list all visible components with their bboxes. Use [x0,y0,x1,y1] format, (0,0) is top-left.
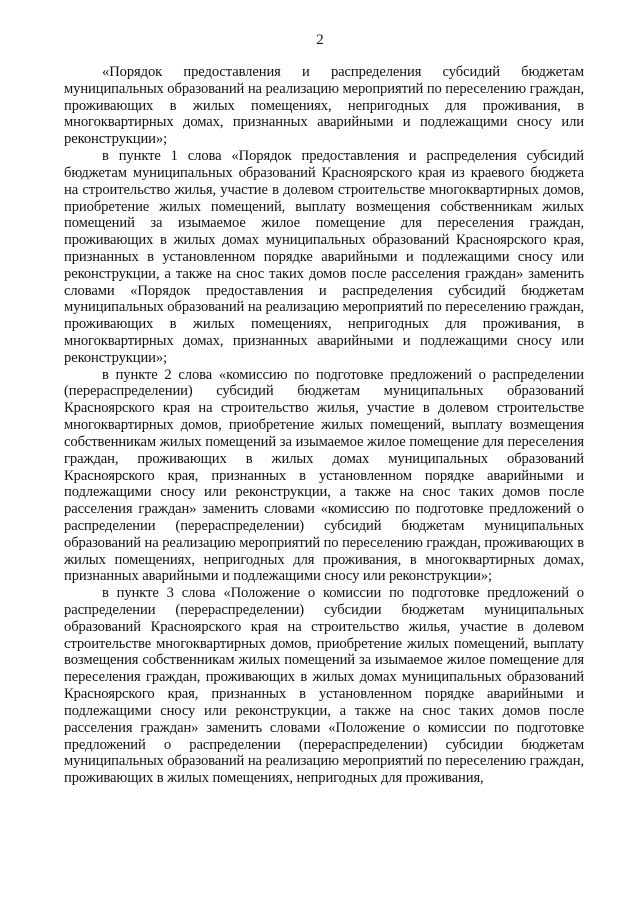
page-number: 2 [316,32,324,48]
paragraph-order-title: «Порядок предоставления и распределения субсидий бюджетам муниципальных образований на реализацию мероприятий по переселению граждан, проживающих в жилых помещениях, непригодных для проживания, в многоквартирных домах, признанных аварийными и подлежащими сносу или реконструкции»; [64,64,584,148]
paragraph-item-2: в пункте 2 слова «комиссию по подготовке предложений о распределении (перераспределении) субсидий бюджетам муниципальных образований Красноярского края на строительство жилья, участие в долевом строительстве многоквартирных домов, приобретение жилых помещений, выплату возмещения собственникам жилых помещений за изымаемое жилое помещение для переселения граждан, проживающих в жилых домах муниципальных образований Красноярского края, признанных в установленном порядке аварийными и подлежащими сносу или реконструкции, а также на снос таких домов после расселения граждан» заменить словами «комиссию по подготовке предложений о распределении (перераспределении) субсидий бюджетам муниципальных образований на реализацию мероприятий по переселению граждан, проживающих в жилых помещениях, непригодных для проживания, в многоквартирных домах, признанных аварийными и подлежащими сносу или реконструкции»; [64,366,584,585]
document-body [64,64,584,787]
paragraph-item-3: в пункте 3 слова «Положение о комиссии по подготовке предложений о распределении (перераспределении) субсидии бюджетам муниципальных образований Красноярского края на строительство жилья, участие в долевом строительстве многоквартирных домов, приобретение жилых помещений, выплату возмещения собственникам жилых помещений за изымаемое жилое помещение для переселения граждан, проживающих в жилых домах муниципальных образований Красноярского края, признанных в установленном порядке аварийными и подлежащими сносу или реконструкции, а также на снос таких домов после расселения граждан» заменить словами «Положение о комиссии по подготовке предложений о распределении (перераспределении) субсидии бюджетам муниципальных образований на реализацию мероприятий по переселению граждан, проживающих в жилых помещениях, непригодных для проживания, [64,585,584,787]
paragraph-item-1: в пункте 1 слова «Порядок предоставления и распределения субсидий бюджетам муниципальных образований Красноярского края из краевого бюджета на строительство жилья, участие в долевом строительстве многоквартирных домов, приобретение жилых помещений, выплату возмещения собственникам жилых помещений за изымаемое жилое помещение для переселения граждан, проживающих в жилых домах муниципальных образований Красноярского края, признанных в установленном порядке аварийными и подлежащими сносу или реконструкции, а также на снос таких домов после расселения граждан» заменить словами «Порядок предоставления и распределения субсидий бюджетам муниципальных образований на реализацию мероприятий по переселению граждан, проживающих в жилых помещениях, непригодных для проживания, в многоквартирных домах, признанных аварийными и подлежащими сносу или реконструкции»; [64,148,584,366]
